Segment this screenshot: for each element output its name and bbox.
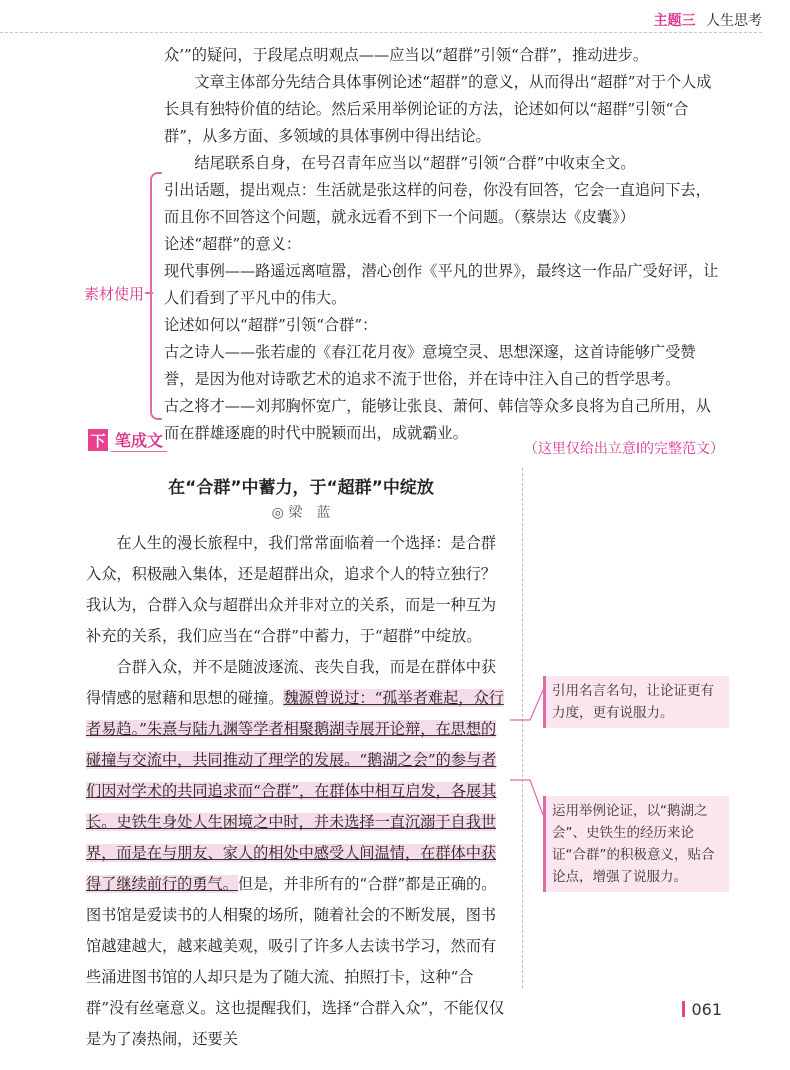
connector-2 xyxy=(510,780,543,815)
page-number-text: 061 xyxy=(691,1000,722,1019)
section-title: 笔成文 xyxy=(111,428,167,452)
connector-1 xyxy=(510,690,543,720)
header-subject: 人生思考 xyxy=(706,13,762,29)
essay-p2-quote: 魏源曾说过：“孤举者难起，众行者易趋。” xyxy=(86,689,504,738)
annotation-2: 运用举例论证，以“鹅湖之会”、史铁生的经历来论证“合群”的积极意义，贴合论点，增强了说服力。 xyxy=(543,796,729,892)
essay-p2-examples: 朱熹与陆九渊等学者相聚鹅湖寺展开论辩，在思想的碰撞与交流中，共同推动了理学的发展。“鹅湖之会”的参与者们因对学术的共同追求而“合群”，在群体中相互启发，各展其长。史铁生身处人生困境之中时，并未选择一直沉溺于自我世界，而是在与朋友、家人的相处中感受人间温情，在群体中获得了继续前行的勇气。 xyxy=(86,720,497,893)
material-2: 论述“超群”的意义： xyxy=(164,235,302,253)
material-5: 古之诗人——张若虚的《春江花月夜》意境空灵、思想深邃，这首诗能够广受赞誉，是因为他对诗歌艺术的追求不流于世俗，并在诗中注入自己的哲学思考。 xyxy=(164,343,696,388)
section-box: 下 xyxy=(88,429,108,451)
material-6: 古之将才——刘邦胸怀宽广，能够让张良、萧何、韩信等众多良将为自己所用，从而在群雄逐鹿的时代中脱颖而出，成就霸业。 xyxy=(164,397,711,442)
essay-paragraph-1: 在人生的漫长旅程中，我们常常面临着一个选择：是合群入众，积极融入集体，还是超群出众，追求个人的特立独行？我认为，合群入众与超群出众并非对立的关系，而是一种互为补充的关系，我们应当在“合群”中蓄力，于“超群”中绽放。 xyxy=(86,534,497,645)
essay-title: 在“合群”中蓄力，于“超群”中绽放 xyxy=(168,478,434,498)
essay-p2-rest: 但是，并非所有的“合群”都是正确的。图书馆是爱读书的人相聚的场所，随着社会的不断发展，图书馆越建越大，越来越美观，吸引了许多人去读书学习，然而有些涌进图书馆的人却只是为了随大流、拍照打卡，这种“合群”没有丝毫意义。这也提醒我们，选择“合群入众”，不能仅仅是为了凑热闹，还要关 xyxy=(86,875,505,1048)
essay-p2-intro: 合群入众，并不是随波逐流、丧失自我，而是在群体中获得情感的慰藉和思想的碰撞。 xyxy=(86,658,497,707)
material-3: 现代事例——路遥远离喧嚣，潜心创作《平凡的世界》，最终这一作品广受好评，让人们看到了平凡中的伟大。 xyxy=(164,262,719,307)
page-number xyxy=(682,1000,722,1019)
annotation-1: 引用名言名句，让论证更有力度，更有说服力。 xyxy=(543,676,729,728)
material-1: 引出话题，提出观点：生活就是张这样的问卷，你没有回答，它会一直追问下去，而且你不回答这个问题，就永远看不到下一个问题。（蔡崇达《皮囊》） xyxy=(164,181,711,226)
intro-paragraph-2: 文章主体部分先结合具体事例论述“超群”的意义，从而得出“超群”对于个人成长具有独特价值的结论。然后采用举例论证的方法，论述如何以“超群”引领“合群”，从多方面、多领域的具体事例中得出结论。 xyxy=(164,73,712,145)
page-number-bar xyxy=(682,1001,685,1017)
intro-paragraph-3: 结尾联系自身，在号召青年应当以“超群”引领“合群”中收束全文。 xyxy=(194,154,636,172)
header-tag: 主题三 xyxy=(653,13,696,29)
material-4: 论述如何以“超群”引领“合群”： xyxy=(164,316,378,334)
essay-author: ◎ 梁 蓝 xyxy=(271,505,331,521)
section-note: （这里仅给出立意Ⅰ的完整范文） xyxy=(523,441,724,457)
materials-label: 素材使用 xyxy=(84,285,145,303)
intro-paragraph-1: 众’”的疑问，于段尾点明观点——应当以“超群”引领“合群”，推动进步。 xyxy=(164,46,649,64)
